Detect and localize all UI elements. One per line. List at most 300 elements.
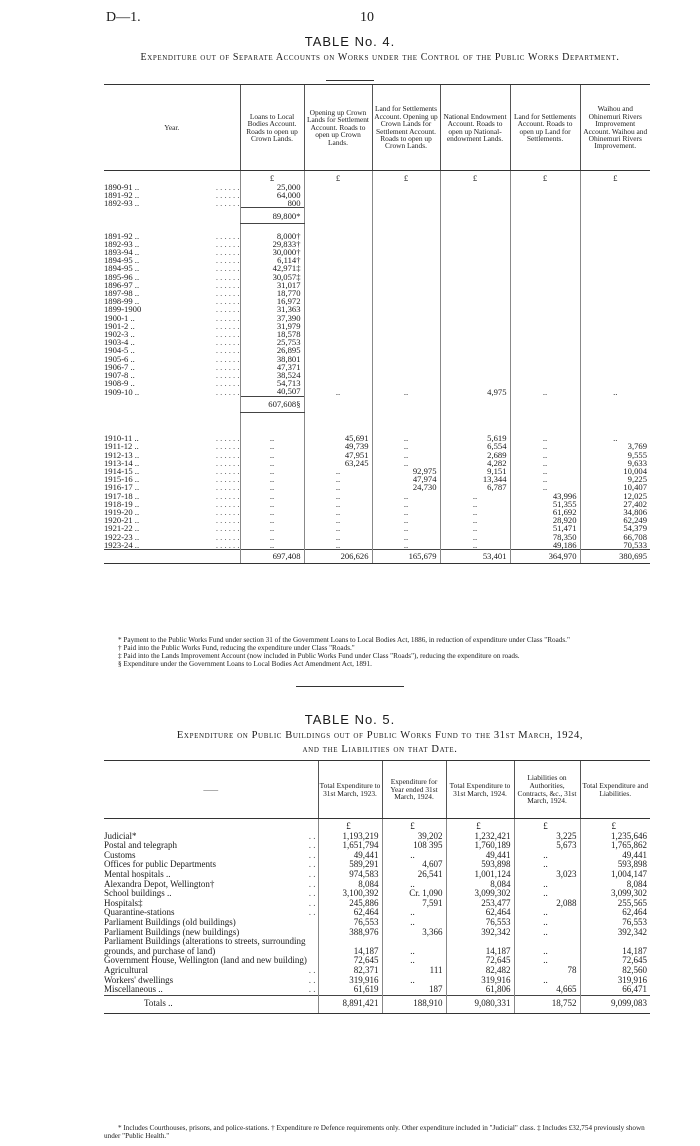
table5-body — [104, 819, 650, 1014]
subtotal-row — [104, 396, 650, 412]
year-label: 1897-98 .. — [104, 288, 140, 299]
leader-dots: . . . . . . — [215, 441, 240, 452]
leader-dots: . . . . . . — [215, 312, 240, 323]
year-label: 1912-13 .. — [104, 449, 140, 460]
page-number: 10 — [360, 10, 374, 25]
table-row — [104, 379, 650, 387]
year-label: 1895-96 .. — [104, 271, 140, 282]
leader-dots: . . . . . . — [215, 474, 240, 485]
value-cell: 392,342 — [580, 928, 650, 938]
value-cell: .. — [382, 851, 446, 861]
value-cell: .. — [240, 541, 304, 550]
leader-dots: . . — [308, 897, 316, 908]
value-cell: .. — [372, 442, 440, 450]
total-cell: 206,626 — [304, 550, 372, 564]
value-cell: 1,235,646 — [580, 832, 650, 842]
table-row — [104, 256, 650, 264]
value-cell: 49,441 — [446, 851, 514, 861]
value-cell: 9,633 — [580, 459, 650, 467]
empty-cell — [372, 338, 440, 346]
empty-cell — [304, 338, 372, 346]
value-cell: .. — [240, 508, 304, 516]
empty-cell — [372, 248, 440, 256]
value-cell: 8,084 — [318, 880, 382, 890]
loans-cell: 64,000 — [240, 191, 304, 199]
spacer-row — [104, 224, 650, 232]
row-label: Parliament Buildings (alterations to streets, surrounding grounds, and purchase of land) — [104, 936, 306, 956]
empty-cell — [580, 330, 650, 338]
year-label: 1902-3 .. — [104, 329, 135, 340]
value-cell: 3,099,302 — [580, 889, 650, 899]
leader-dots: . . . . . . — [215, 181, 240, 192]
leader-dots: . . . . . . — [215, 449, 240, 460]
value-cell: 49,441 — [318, 851, 382, 861]
table-row — [104, 459, 650, 467]
table-row — [104, 475, 650, 483]
empty-cell — [510, 199, 580, 208]
value-cell: .. — [580, 387, 650, 396]
value-cell: 6,787 — [440, 483, 510, 491]
value-cell: .. — [382, 880, 446, 890]
value-cell: 392,342 — [446, 928, 514, 938]
row-label: Mental hospitals .. — [104, 868, 171, 879]
value-cell: 78,350 — [510, 533, 580, 541]
empty-cell — [580, 208, 650, 224]
leader-dots: . . . . . . — [215, 304, 240, 315]
table-row — [104, 541, 650, 550]
table-row — [104, 985, 650, 995]
value-cell: .. — [510, 387, 580, 396]
leader-dots: . . — [308, 888, 316, 899]
value-cell: 3,099,302 — [446, 889, 514, 899]
loans-cell: 800 — [240, 199, 304, 208]
empty-cell — [304, 314, 372, 322]
section-divider — [296, 686, 404, 687]
value-cell: .. — [304, 516, 372, 524]
value-cell: .. — [510, 459, 580, 467]
value-cell: .. — [240, 492, 304, 500]
year-label: 1898-99 .. — [104, 296, 140, 307]
empty-cell — [304, 355, 372, 363]
year-label: 1892-93 .. — [104, 198, 140, 209]
value-cell: 319,916 — [580, 976, 650, 986]
value-cell: 62,464 — [580, 908, 650, 918]
empty-cell — [440, 289, 510, 297]
value-cell: .. — [514, 928, 580, 938]
leader-dots: . . . . . . — [215, 457, 240, 468]
year-label: 1906-7 .. — [104, 361, 135, 372]
value-cell: 92,975 — [372, 467, 440, 475]
value-cell: 14,187 — [318, 937, 382, 956]
leader-dots: . . . . . . — [215, 515, 240, 526]
table4 — [104, 84, 650, 564]
value-cell: 589,291 — [318, 860, 382, 870]
loans-cell: 29,833† — [240, 240, 304, 248]
leader-dots: . . — [308, 849, 316, 860]
leader-dots: . . . . . . — [215, 247, 240, 258]
unit-cell: £ — [318, 819, 382, 832]
value-cell: 253,477 — [446, 899, 514, 909]
value-cell: .. — [240, 467, 304, 475]
row-label: Miscellaneous .. — [104, 984, 163, 995]
empty-cell — [580, 183, 650, 191]
year-label: 1893-94 .. — [104, 247, 140, 258]
footnote: * Includes Courthouses, prisons, and police-stations. † Expenditure re Defence requirements only. Other expenditure included in "Judicial" class. ‡ Includes £32,754 previously shown under "Public Health." — [104, 1124, 645, 1140]
value-cell: .. — [514, 880, 580, 890]
value-cell: .. — [382, 937, 446, 956]
table-row — [104, 330, 650, 338]
empty-cell — [510, 330, 580, 338]
value-cell: .. — [514, 851, 580, 861]
table4-subtitle: Expenditure out of Separate Accounts on Works under the Control of the Public Works Department. — [140, 52, 620, 63]
year-label: 1894-95 .. — [104, 255, 140, 266]
empty-cell — [372, 322, 440, 330]
value-cell: 9,555 — [580, 451, 650, 459]
value-cell: 593,898 — [446, 860, 514, 870]
row-label-cell — [104, 985, 318, 995]
row-label: Workers' dwellings — [104, 974, 174, 985]
year-label: 1922-23 .. — [104, 531, 140, 542]
empty-cell — [372, 330, 440, 338]
empty-cell — [510, 281, 580, 289]
empty-cell — [372, 208, 440, 224]
leader-dots: . . . . . . — [215, 523, 240, 534]
totals-row — [104, 550, 650, 564]
table-row — [104, 937, 650, 956]
empty-cell — [440, 208, 510, 224]
table4-footnotes — [104, 636, 652, 668]
table5-header-row — [104, 761, 650, 819]
leader-dots: . . . . . . — [215, 198, 240, 209]
unit-cell: £ — [372, 171, 440, 183]
leader-dots: . . — [308, 878, 316, 889]
value-cell: .. — [514, 937, 580, 956]
leader-dots: . . . . . . — [215, 433, 240, 444]
empty-cell — [372, 346, 440, 354]
empty-cell — [440, 248, 510, 256]
value-cell: 1,004,147 — [580, 870, 650, 880]
totals-spacer — [104, 550, 240, 564]
value-cell: .. — [440, 524, 510, 532]
value-cell: 72,645 — [580, 956, 650, 966]
value-cell: 187 — [382, 985, 446, 995]
value-cell: 49,186 — [510, 541, 580, 550]
leader-dots: . . . . . . — [215, 279, 240, 290]
value-cell: .. — [304, 475, 372, 483]
leader-dots: . . . . . . — [215, 255, 240, 266]
total-cell: 380,695 — [580, 550, 650, 564]
empty-cell — [304, 232, 372, 240]
year-label: 1911-12 .. — [104, 441, 139, 452]
value-cell: .. — [304, 492, 372, 500]
row-label: Parliament Buildings (old buildings) — [104, 916, 236, 927]
leader-dots: . . . . . . — [215, 482, 240, 493]
empty-cell — [580, 346, 650, 354]
loans-cell: 31,017 — [240, 281, 304, 289]
value-cell: 82,482 — [446, 966, 514, 976]
year-label: 1894-95 .. — [104, 263, 140, 274]
table5-col-liabilities: Liabilities on Authorities, Contracts, &c., 31st March, 1924. — [514, 761, 580, 819]
value-cell: 388,976 — [318, 928, 382, 938]
empty-cell — [372, 273, 440, 281]
value-cell: .. — [304, 467, 372, 475]
value-cell: .. — [240, 516, 304, 524]
empty-cell — [580, 297, 650, 305]
year-label: 1900-1 .. — [104, 312, 135, 323]
value-cell: 45,691 — [304, 434, 372, 442]
year-label: 1917-18 .. — [104, 490, 140, 501]
value-cell: .. — [510, 475, 580, 483]
value-cell: .. — [440, 508, 510, 516]
spacer — [104, 412, 240, 434]
year-cell — [104, 541, 240, 550]
empty-cell — [510, 355, 580, 363]
loans-cell: 37,390 — [240, 314, 304, 322]
loans-cell: 47,371 — [240, 363, 304, 371]
leader-dots: . . . . . . — [215, 189, 240, 200]
table-row — [104, 434, 650, 442]
empty-cell — [510, 256, 580, 264]
total-cell: 8,891,421 — [318, 995, 382, 1013]
year-label: 1909-10 .. — [104, 386, 140, 397]
empty-cell — [440, 191, 510, 199]
year-cell — [104, 199, 240, 208]
value-cell: 72,645 — [446, 956, 514, 966]
year-label: 1915-16 .. — [104, 474, 140, 485]
subtotal-row — [104, 208, 650, 224]
value-cell: 319,916 — [446, 976, 514, 986]
unit-cell: £ — [440, 171, 510, 183]
row-label: Agricultural — [104, 964, 148, 975]
table5-col-year-1924: Expenditure for Year ended 31st March, 1924. — [382, 761, 446, 819]
value-cell: .. — [510, 467, 580, 475]
unit-row — [104, 171, 650, 183]
empty-cell — [304, 183, 372, 191]
empty-cell — [304, 248, 372, 256]
empty-cell — [304, 240, 372, 248]
empty-cell — [304, 330, 372, 338]
year-label: 1891-92 .. — [104, 230, 140, 241]
value-cell: 1,193,219 — [318, 832, 382, 842]
value-cell: 1,760,189 — [446, 841, 514, 851]
empty-cell — [510, 338, 580, 346]
year-label: 1905-6 .. — [104, 353, 135, 364]
value-cell: 111 — [382, 966, 446, 976]
row-label-content — [104, 937, 316, 956]
empty-cell — [372, 289, 440, 297]
empty-cell — [304, 412, 372, 434]
empty-cell — [440, 264, 510, 272]
table-row — [104, 273, 650, 281]
empty-cell — [304, 289, 372, 297]
value-cell: .. — [580, 434, 650, 442]
value-cell: 47,951 — [304, 451, 372, 459]
value-cell: .. — [440, 500, 510, 508]
loans-cell: 16,972 — [240, 297, 304, 305]
leader-dots: . . — [308, 974, 316, 985]
value-cell: 49,441 — [580, 851, 650, 861]
empty-cell — [440, 346, 510, 354]
empty-cell — [440, 256, 510, 264]
year-label: 1919-20 .. — [104, 507, 140, 517]
value-cell: .. — [372, 459, 440, 467]
value-cell: 14,187 — [446, 937, 514, 956]
table-row — [104, 183, 650, 191]
empty-cell — [510, 297, 580, 305]
leader-dots: . . — [308, 907, 316, 918]
empty-cell — [510, 322, 580, 330]
value-cell: 4,665 — [514, 985, 580, 995]
totals-row — [104, 995, 650, 1013]
row-label-cell — [104, 841, 318, 851]
table4-col-land-settlements-opening: Land for Settlements Account. Opening up Crown Lands for Settlement Account. Roads to open up Crown Lands. — [372, 85, 440, 171]
totals-label-cell — [104, 995, 318, 1013]
value-cell: .. — [372, 524, 440, 532]
total-cell: 188,910 — [382, 995, 446, 1013]
empty-cell — [510, 232, 580, 240]
table-row — [104, 240, 650, 248]
leader-dots: . . . . . . — [215, 271, 240, 282]
empty-cell — [440, 281, 510, 289]
loans-cell: 38,801 — [240, 355, 304, 363]
value-cell: .. — [514, 956, 580, 966]
value-cell: .. — [372, 434, 440, 442]
empty-cell — [304, 305, 372, 313]
value-cell: .. — [240, 451, 304, 459]
leader-dots: . . . . . . — [215, 378, 240, 389]
table4-header-row — [104, 85, 650, 171]
empty-cell — [510, 396, 580, 412]
loans-cell: 30,057‡ — [240, 273, 304, 281]
empty-cell — [580, 322, 650, 330]
value-cell: 63,245 — [304, 459, 372, 467]
empty-cell — [510, 191, 580, 199]
empty-cell — [510, 183, 580, 191]
table-row — [104, 191, 650, 199]
unit-spacer — [104, 171, 240, 183]
table5-col-total-1923: Total Expenditure to 31st March, 1923. — [318, 761, 382, 819]
empty-cell — [440, 330, 510, 338]
empty-cell — [440, 273, 510, 281]
value-cell: 593,898 — [580, 860, 650, 870]
value-cell: .. — [382, 956, 446, 966]
empty-cell — [440, 396, 510, 412]
subtotal-cell: 89,800* — [240, 208, 304, 224]
year-cell — [104, 387, 240, 396]
value-cell: .. — [240, 533, 304, 541]
value-cell: 51,471 — [510, 524, 580, 532]
value-cell: .. — [240, 524, 304, 532]
empty-cell — [440, 314, 510, 322]
empty-cell — [440, 240, 510, 248]
empty-cell — [580, 314, 650, 322]
row-label: School buildings .. — [104, 888, 172, 899]
value-cell: .. — [240, 500, 304, 508]
empty-cell — [440, 183, 510, 191]
empty-cell — [440, 355, 510, 363]
value-cell: .. — [382, 918, 446, 928]
value-cell: 1,001,124 — [446, 870, 514, 880]
value-cell: .. — [304, 524, 372, 532]
leader-dots: . . . . . . — [215, 230, 240, 241]
leader-dots: . . — [308, 868, 316, 879]
row-label: Government House, Wellington (land and new building) — [104, 955, 307, 966]
loans-cell: 42,971‡ — [240, 264, 304, 272]
table-row — [104, 264, 650, 272]
empty-cell — [510, 240, 580, 248]
row-label: Alexandra Depot, Wellington† — [104, 878, 215, 889]
year-label: 1920-21 .. — [104, 515, 140, 526]
table-row — [104, 451, 650, 459]
total-cell: 18,752 — [514, 995, 580, 1013]
year-cell-content — [104, 388, 240, 396]
empty-cell — [372, 183, 440, 191]
value-cell: 26,541 — [382, 870, 446, 880]
year-label: 1907-8 .. — [104, 370, 135, 381]
leader-dots: . . . . . . — [215, 329, 240, 340]
empty-cell — [304, 346, 372, 354]
table-row — [104, 314, 650, 322]
value-cell: 12,025 — [580, 492, 650, 500]
empty-cell — [372, 297, 440, 305]
value-cell: .. — [440, 492, 510, 500]
value-cell: 66,471 — [580, 985, 650, 995]
empty-cell — [440, 371, 510, 379]
empty-cell — [510, 273, 580, 281]
table5-subtitle-line2: and the Liabilities on that Date. — [302, 744, 458, 755]
empty-cell — [580, 199, 650, 208]
table5-col-total-1924: Total Expenditure to 31st March, 1924. — [446, 761, 514, 819]
empty-cell — [240, 412, 304, 434]
value-cell: 54,379 — [580, 524, 650, 532]
footnote: ‡ Paid into the Lands Improvement Account (now included in Public Works Fund under Class "Roads"), reducing the expenditure on roads. — [118, 652, 520, 660]
total-cell: 9,080,331 — [446, 995, 514, 1013]
value-cell: Cr. 1,090 — [382, 889, 446, 899]
empty-cell — [372, 412, 440, 434]
empty-cell — [372, 232, 440, 240]
unit-cell: £ — [514, 819, 580, 832]
empty-cell — [580, 273, 650, 281]
value-cell: 255,565 — [580, 899, 650, 909]
year-label: 1921-22 .. — [104, 523, 140, 534]
value-cell: 62,464 — [446, 908, 514, 918]
empty-cell — [372, 264, 440, 272]
empty-cell — [510, 412, 580, 434]
value-cell: 34,806 — [580, 508, 650, 516]
value-cell: 3,769 — [580, 442, 650, 450]
value-cell: 974,583 — [318, 870, 382, 880]
value-cell: 1,765,862 — [580, 841, 650, 851]
value-cell: .. — [304, 387, 372, 396]
empty-cell — [580, 232, 650, 240]
empty-cell — [580, 264, 650, 272]
value-cell: .. — [514, 918, 580, 928]
leader-dots: . . . . . . — [215, 507, 240, 517]
value-cell: 70,533 — [580, 541, 650, 550]
leader-dots: . . . . . . — [215, 353, 240, 364]
leader-dots: . . — [308, 984, 316, 995]
empty-cell — [440, 199, 510, 208]
empty-cell — [510, 208, 580, 224]
empty-cell — [372, 363, 440, 371]
spacer-row — [104, 412, 650, 434]
year-label: 1892-93 .. — [104, 238, 140, 249]
empty-cell — [580, 363, 650, 371]
empty-cell — [440, 412, 510, 434]
empty-cell — [372, 256, 440, 264]
loans-cell: 6,114† — [240, 256, 304, 264]
value-cell: .. — [372, 541, 440, 550]
